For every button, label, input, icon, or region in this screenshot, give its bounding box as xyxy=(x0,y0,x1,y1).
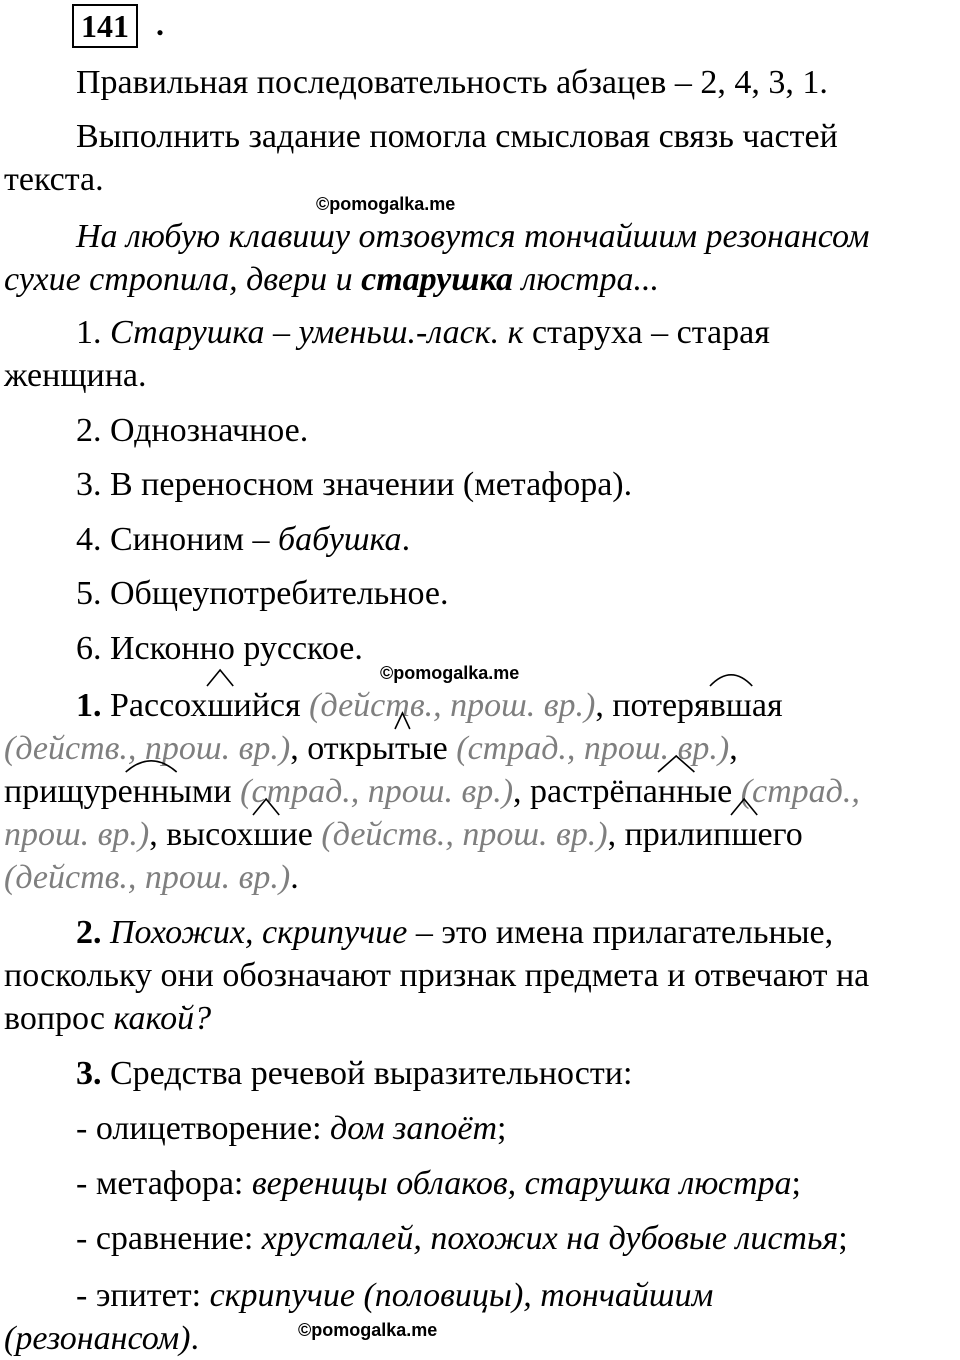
participle-note: (действ., прош. вр.) xyxy=(4,859,291,896)
device-personification xyxy=(4,1107,960,1150)
device-label: - олицетворение: xyxy=(76,1110,331,1147)
device-comparison xyxy=(4,1217,960,1260)
watermark-3: ©pomogalka.me xyxy=(298,1320,438,1340)
task1-line-1 xyxy=(4,684,960,727)
device-label: - эпитет: xyxy=(76,1277,210,1314)
analysis-item-6: 6. Исконно русское. xyxy=(76,630,363,667)
help-line-1: Выполнить задание помогла смысловая связь частей xyxy=(76,118,838,155)
exercise-number: 141 xyxy=(81,8,129,44)
suffix-text: ш xyxy=(253,816,280,853)
word-part: ые xyxy=(694,773,741,810)
quote-line-2 xyxy=(4,258,960,301)
analysis-item-2: 2. Однозначное. xyxy=(76,412,309,449)
analysis-4-post: . xyxy=(401,521,411,558)
analysis-item-4 xyxy=(4,518,960,561)
word-part: ийся xyxy=(233,687,310,724)
participle-note: (страд., xyxy=(740,773,860,810)
device-label: - метафора: xyxy=(76,1165,252,1202)
word-part: его xyxy=(757,816,803,853)
task2-line3-italic: какой? xyxy=(113,1000,212,1037)
device-punct: . xyxy=(190,1320,199,1357)
device-epithet-cont xyxy=(4,1317,960,1360)
word-part: ие xyxy=(279,816,322,853)
task2-line-1 xyxy=(4,911,960,954)
quote-text-1: На любую клавишу отзовутся тончайшим резонансом xyxy=(76,218,870,255)
suffix-arc xyxy=(133,770,169,813)
word-part: , высох xyxy=(149,816,254,853)
quote-line-1 xyxy=(4,215,960,258)
word-part: , xyxy=(729,730,738,767)
device-punct: ; xyxy=(838,1220,848,1257)
watermark-1: ©pomogalka.me xyxy=(316,194,456,214)
word-part: . xyxy=(290,859,299,896)
suffix-text: ш xyxy=(207,687,234,724)
task2-line-3 xyxy=(4,997,960,1040)
suffix-text: ш xyxy=(731,816,758,853)
suffix-mark xyxy=(731,813,757,856)
analysis-4-italic: бабушка xyxy=(277,521,402,558)
task1-line-4 xyxy=(4,813,960,856)
device-example: дом запоёт xyxy=(330,1110,498,1147)
analysis-item-3: 3. В переносном значении (метафора). xyxy=(76,466,633,503)
word-part: ыми xyxy=(169,773,241,810)
analysis-item-1-cont: женщина. xyxy=(4,357,147,394)
suffix-text: вш xyxy=(709,687,752,724)
suffix-mark xyxy=(207,684,233,727)
analysis-4-pre: 4. Синоним – xyxy=(76,521,278,558)
analysis-1-num: 1. xyxy=(76,314,110,351)
device-example: вереницы облаков, старушка люстра xyxy=(251,1165,792,1202)
device-metaphor xyxy=(4,1162,960,1205)
quote-text-2b: люстра... xyxy=(513,261,660,298)
suffix-mark xyxy=(253,813,279,856)
device-label: - сравнение: xyxy=(76,1220,262,1257)
suffix-arc xyxy=(710,684,752,727)
task2-line3-pre: вопрос xyxy=(4,1000,114,1037)
device-example: (резонансом) xyxy=(4,1320,191,1357)
task2-number: 2. xyxy=(76,914,102,951)
word-part: прищуре xyxy=(4,773,133,810)
word-part: , прилип xyxy=(607,816,732,853)
task2-line-2: поскольку они обозначают признак предмета и отвечают на xyxy=(4,957,870,994)
participle-note: (действ., прош. вр.) xyxy=(321,816,608,853)
analysis-1-italic: Старушка – уменьш.-ласк. к xyxy=(110,314,524,351)
device-epithet xyxy=(4,1274,960,1317)
word-part: , потеря xyxy=(595,687,710,724)
suffix-mark xyxy=(395,727,410,770)
exercise-number-dot: . xyxy=(156,6,164,42)
watermark-2: ©pomogalka.me xyxy=(380,663,520,683)
suffix-text: нн xyxy=(657,773,695,810)
task1-number: 1. xyxy=(76,687,102,724)
suffix-mark xyxy=(658,770,694,813)
help-line-2: текста. xyxy=(4,161,104,198)
word-part: Рассох xyxy=(101,687,208,724)
task3-title-text: Средства речевой выразительности: xyxy=(101,1055,633,1092)
device-example: скрипучие (половицы), тончайшим xyxy=(209,1277,714,1314)
participle-note: (действ., прош. вр.) xyxy=(4,730,291,767)
sequence-line: Правильная последовательность абзацев – 2, 4, 3, 1. xyxy=(76,64,828,101)
word-part: , растрёпа xyxy=(513,773,658,810)
participle-note: прош. вр.) xyxy=(4,816,150,853)
participle-note: (действ., прош. вр.) xyxy=(309,687,596,724)
task1-line-3 xyxy=(4,770,960,813)
analysis-item-5: 5. Общеупотребительное. xyxy=(76,575,449,612)
task3-title xyxy=(4,1052,960,1095)
task3-number: 3. xyxy=(76,1055,102,1092)
exercise-number-box xyxy=(72,4,138,48)
task2-rest: – это имена прилагательные, xyxy=(407,914,834,951)
task2-italic: Похожих, скрипучие xyxy=(101,914,408,951)
analysis-item-1 xyxy=(4,311,960,354)
suffix-text: т xyxy=(394,730,410,767)
suffix-text: нн xyxy=(132,773,170,810)
participle-note: (страд., прош. вр.) xyxy=(456,730,730,767)
word-part: , откры xyxy=(290,730,395,767)
device-punct: ; xyxy=(497,1110,507,1147)
word-part: ые xyxy=(409,730,457,767)
task1-line-5 xyxy=(4,856,960,899)
quote-text-2a: сухие стропила, двери и xyxy=(4,261,362,298)
participle-note: (страд., прош. вр.) xyxy=(240,773,514,810)
analysis-1-rest: старуха – старая xyxy=(523,314,770,351)
device-example: хрусталей, похожих на дубовые листья xyxy=(261,1220,839,1257)
device-punct: ; xyxy=(791,1165,801,1202)
quote-bold-word: старушка xyxy=(361,261,514,298)
word-part: ая xyxy=(751,687,783,724)
